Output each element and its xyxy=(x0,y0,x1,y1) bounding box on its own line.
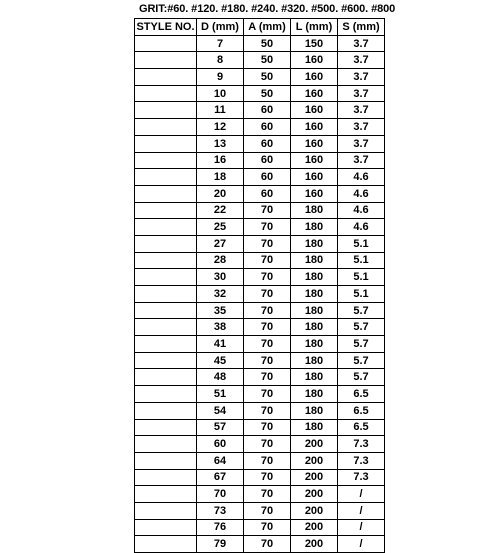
column-header-a: A (mm) xyxy=(244,19,291,36)
a-cell: 70 xyxy=(244,336,291,353)
table-body xyxy=(135,35,385,552)
s-cell: / xyxy=(338,519,385,536)
l-cell: 160 xyxy=(291,169,338,186)
d-cell: 70 xyxy=(197,486,244,503)
l-cell: 180 xyxy=(291,302,338,319)
style-no-cell xyxy=(135,419,197,436)
l-cell: 200 xyxy=(291,452,338,469)
a-cell: 70 xyxy=(244,486,291,503)
d-cell: 9 xyxy=(197,69,244,86)
table-row xyxy=(135,152,385,169)
l-cell: 180 xyxy=(291,319,338,336)
table-row xyxy=(135,269,385,286)
style-no-cell xyxy=(135,369,197,386)
l-cell: 200 xyxy=(291,469,338,486)
table-row xyxy=(135,35,385,52)
s-cell: 5.1 xyxy=(338,286,385,303)
style-no-cell xyxy=(135,286,197,303)
s-cell: 3.7 xyxy=(338,152,385,169)
l-cell: 180 xyxy=(291,286,338,303)
l-cell: 200 xyxy=(291,486,338,503)
s-cell: / xyxy=(338,536,385,553)
table-row xyxy=(135,319,385,336)
style-no-cell xyxy=(135,452,197,469)
d-cell: 32 xyxy=(197,286,244,303)
d-cell: 28 xyxy=(197,252,244,269)
s-cell: 7.3 xyxy=(338,469,385,486)
a-cell: 60 xyxy=(244,102,291,119)
table-row xyxy=(135,436,385,453)
l-cell: 180 xyxy=(291,336,338,353)
table-row xyxy=(135,369,385,386)
style-no-cell xyxy=(135,85,197,102)
style-no-cell xyxy=(135,336,197,353)
grit-header: GRIT:#60. #120. #180. #240. #320. #500. #600. #800 xyxy=(139,3,396,15)
l-cell: 150 xyxy=(291,35,338,52)
a-cell: 70 xyxy=(244,452,291,469)
d-cell: 51 xyxy=(197,386,244,403)
s-cell: 3.7 xyxy=(338,69,385,86)
column-header-s: S (mm) xyxy=(338,19,385,36)
d-cell: 8 xyxy=(197,52,244,69)
d-cell: 25 xyxy=(197,219,244,236)
style-no-cell xyxy=(135,436,197,453)
a-cell: 70 xyxy=(244,502,291,519)
s-cell: 6.5 xyxy=(338,402,385,419)
s-cell: 3.7 xyxy=(338,52,385,69)
a-cell: 70 xyxy=(244,235,291,252)
l-cell: 180 xyxy=(291,402,338,419)
d-cell: 60 xyxy=(197,436,244,453)
table-row xyxy=(135,169,385,186)
a-cell: 70 xyxy=(244,402,291,419)
table-row xyxy=(135,52,385,69)
s-cell: / xyxy=(338,486,385,503)
s-cell: 5.7 xyxy=(338,302,385,319)
table-row xyxy=(135,219,385,236)
l-cell: 200 xyxy=(291,536,338,553)
style-no-cell xyxy=(135,402,197,419)
table-row xyxy=(135,85,385,102)
style-no-cell xyxy=(135,352,197,369)
d-cell: 11 xyxy=(197,102,244,119)
d-cell: 16 xyxy=(197,152,244,169)
l-cell: 180 xyxy=(291,352,338,369)
style-no-cell xyxy=(135,69,197,86)
d-cell: 38 xyxy=(197,319,244,336)
a-cell: 70 xyxy=(244,386,291,403)
table-row xyxy=(135,386,385,403)
a-cell: 70 xyxy=(244,269,291,286)
table-row xyxy=(135,336,385,353)
table-row xyxy=(135,252,385,269)
style-no-cell xyxy=(135,235,197,252)
a-cell: 50 xyxy=(244,52,291,69)
style-no-cell xyxy=(135,35,197,52)
d-cell: 54 xyxy=(197,402,244,419)
l-cell: 180 xyxy=(291,202,338,219)
s-cell: 3.7 xyxy=(338,119,385,136)
s-cell: 4.6 xyxy=(338,219,385,236)
l-cell: 160 xyxy=(291,52,338,69)
style-no-cell xyxy=(135,202,197,219)
table-row xyxy=(135,536,385,553)
style-no-cell xyxy=(135,469,197,486)
s-cell: / xyxy=(338,502,385,519)
s-cell: 5.1 xyxy=(338,235,385,252)
column-header-d: D (mm) xyxy=(197,19,244,36)
d-cell: 10 xyxy=(197,85,244,102)
a-cell: 60 xyxy=(244,169,291,186)
table-row xyxy=(135,69,385,86)
l-cell: 180 xyxy=(291,235,338,252)
table-row xyxy=(135,135,385,152)
s-cell: 3.7 xyxy=(338,102,385,119)
table-row xyxy=(135,402,385,419)
a-cell: 70 xyxy=(244,469,291,486)
d-cell: 57 xyxy=(197,419,244,436)
d-cell: 41 xyxy=(197,336,244,353)
style-no-cell xyxy=(135,119,197,136)
table-row xyxy=(135,202,385,219)
s-cell: 4.6 xyxy=(338,169,385,186)
table-row xyxy=(135,286,385,303)
s-cell: 5.1 xyxy=(338,269,385,286)
style-no-cell xyxy=(135,386,197,403)
a-cell: 70 xyxy=(244,252,291,269)
s-cell: 5.1 xyxy=(338,252,385,269)
a-cell: 70 xyxy=(244,369,291,386)
a-cell: 70 xyxy=(244,286,291,303)
l-cell: 200 xyxy=(291,502,338,519)
d-cell: 48 xyxy=(197,369,244,386)
d-cell: 12 xyxy=(197,119,244,136)
d-cell: 27 xyxy=(197,235,244,252)
l-cell: 180 xyxy=(291,252,338,269)
l-cell: 180 xyxy=(291,419,338,436)
style-no-cell xyxy=(135,519,197,536)
d-cell: 35 xyxy=(197,302,244,319)
d-cell: 67 xyxy=(197,469,244,486)
a-cell: 50 xyxy=(244,35,291,52)
d-cell: 64 xyxy=(197,452,244,469)
style-no-cell xyxy=(135,169,197,186)
a-cell: 60 xyxy=(244,119,291,136)
style-no-cell xyxy=(135,319,197,336)
style-no-cell xyxy=(135,502,197,519)
table-row xyxy=(135,452,385,469)
l-cell: 180 xyxy=(291,219,338,236)
d-cell: 79 xyxy=(197,536,244,553)
style-no-cell xyxy=(135,219,197,236)
s-cell: 3.7 xyxy=(338,85,385,102)
d-cell: 22 xyxy=(197,202,244,219)
table-row xyxy=(135,102,385,119)
table-row xyxy=(135,502,385,519)
l-cell: 160 xyxy=(291,135,338,152)
l-cell: 160 xyxy=(291,69,338,86)
s-cell: 4.6 xyxy=(338,185,385,202)
a-cell: 70 xyxy=(244,219,291,236)
l-cell: 180 xyxy=(291,386,338,403)
style-no-cell xyxy=(135,536,197,553)
l-cell: 200 xyxy=(291,436,338,453)
l-cell: 160 xyxy=(291,119,338,136)
d-cell: 7 xyxy=(197,35,244,52)
a-cell: 70 xyxy=(244,419,291,436)
style-no-cell xyxy=(135,102,197,119)
table-row xyxy=(135,119,385,136)
l-cell: 160 xyxy=(291,185,338,202)
d-cell: 73 xyxy=(197,502,244,519)
s-cell: 7.3 xyxy=(338,436,385,453)
style-no-cell xyxy=(135,252,197,269)
a-cell: 50 xyxy=(244,69,291,86)
a-cell: 50 xyxy=(244,85,291,102)
s-cell: 5.7 xyxy=(338,369,385,386)
s-cell: 5.7 xyxy=(338,352,385,369)
d-cell: 18 xyxy=(197,169,244,186)
style-no-cell xyxy=(135,269,197,286)
d-cell: 76 xyxy=(197,519,244,536)
a-cell: 60 xyxy=(244,135,291,152)
a-cell: 70 xyxy=(244,436,291,453)
l-cell: 160 xyxy=(291,85,338,102)
l-cell: 180 xyxy=(291,269,338,286)
s-cell: 6.5 xyxy=(338,386,385,403)
s-cell: 6.5 xyxy=(338,419,385,436)
style-no-cell xyxy=(135,302,197,319)
table-row xyxy=(135,235,385,252)
s-cell: 3.7 xyxy=(338,35,385,52)
l-cell: 200 xyxy=(291,519,338,536)
s-cell: 4.6 xyxy=(338,202,385,219)
style-no-cell xyxy=(135,185,197,202)
style-no-cell xyxy=(135,152,197,169)
a-cell: 60 xyxy=(244,152,291,169)
a-cell: 70 xyxy=(244,352,291,369)
a-cell: 70 xyxy=(244,202,291,219)
column-header-style-no: STYLE NO. xyxy=(135,19,197,36)
d-cell: 13 xyxy=(197,135,244,152)
table-row xyxy=(135,419,385,436)
style-no-cell xyxy=(135,135,197,152)
table-row xyxy=(135,469,385,486)
l-cell: 160 xyxy=(291,152,338,169)
a-cell: 60 xyxy=(244,185,291,202)
l-cell: 180 xyxy=(291,369,338,386)
table-row xyxy=(135,185,385,202)
style-no-cell xyxy=(135,52,197,69)
d-cell: 30 xyxy=(197,269,244,286)
l-cell: 160 xyxy=(291,102,338,119)
a-cell: 70 xyxy=(244,302,291,319)
a-cell: 70 xyxy=(244,519,291,536)
s-cell: 5.7 xyxy=(338,319,385,336)
table-header-row xyxy=(135,19,385,36)
s-cell: 5.7 xyxy=(338,336,385,353)
s-cell: 7.3 xyxy=(338,452,385,469)
spec-table xyxy=(134,18,385,553)
table-row xyxy=(135,519,385,536)
table-row xyxy=(135,302,385,319)
d-cell: 20 xyxy=(197,185,244,202)
d-cell: 45 xyxy=(197,352,244,369)
s-cell: 3.7 xyxy=(338,135,385,152)
table-row xyxy=(135,352,385,369)
a-cell: 70 xyxy=(244,536,291,553)
column-header-l: L (mm) xyxy=(291,19,338,36)
a-cell: 70 xyxy=(244,319,291,336)
